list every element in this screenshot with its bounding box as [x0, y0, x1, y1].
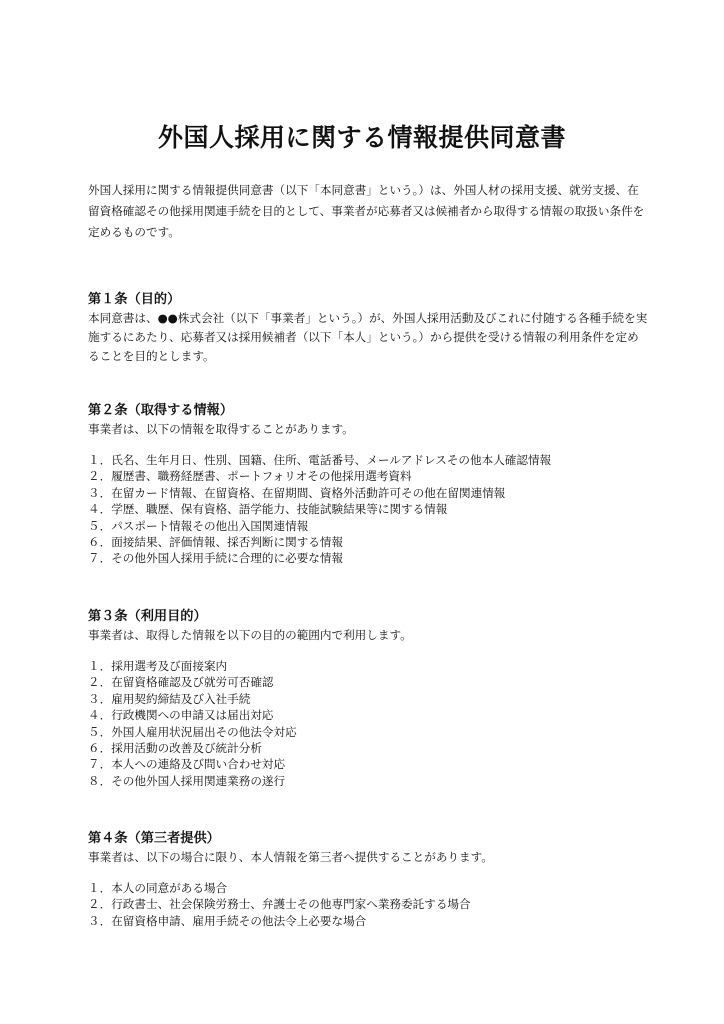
article-list	[88, 658, 648, 789]
intro-paragraph: 外国人採用に関する情報提供同意書（以下「本同意書」という。）は、外国人材の採用支援、就労支援、在留資格確認その他採用関連手続を目的として、事業者が応募者又は候補者から取得する情報の取扱い条件を定めるものです。	[88, 183, 645, 239]
article-heading: 第２条（取得する情報）	[88, 403, 234, 418]
list-item: １．氏名、生年月日、性別、国籍、住所、電話番号、メールアドレスその他本人確認情報	[88, 453, 552, 467]
article-heading: 第１条（目的）	[88, 292, 181, 307]
list-item: １．採用選考及び面接案内	[88, 659, 228, 673]
list-item: ７．本人への連絡及び問い合わせ対応	[88, 757, 286, 772]
article-list	[88, 452, 648, 567]
list-item: ３．雇用契約締結及び入社手続	[88, 691, 251, 706]
list-item: ２．履歴書、職務経歴書、ポートフォリオその他採用選考資料	[88, 469, 412, 484]
article-heading: 第４条（第三者提供）	[88, 831, 220, 846]
list-item: ４．学歴、職歴、保有資格、語学能力、技能試験結果等に関する情報	[88, 502, 448, 517]
list-item: １．本人の同意がある場合	[88, 881, 228, 895]
article-body: 事業者は、以下の情報を取得することがあります。	[88, 422, 354, 436]
list-item: ６．採用活動の改善及び統計分析	[88, 741, 262, 756]
article-body: 事業者は、取得した情報を以下の目的の範囲内で利用します。	[88, 628, 412, 642]
article-4	[88, 829, 648, 929]
list-item: ７．その他外国人採用手続に合理的に必要な情報	[88, 551, 344, 566]
list-item: ５．外国人雇用状況届出その他法令対応	[88, 724, 297, 739]
list-item: ２．行政書士、社会保険労務士、弁護士その他専門家へ業務委託する場合	[88, 897, 471, 912]
list-item: ８．その他外国人採用関連業務の遂行	[88, 773, 286, 788]
list-item: ６．面接結果、評価情報、採否判断に関する情報	[88, 535, 344, 550]
article-3	[88, 607, 648, 789]
article-1	[88, 290, 648, 366]
list-item: ３．在留カード情報、在留資格、在留期間、資格外活動許可その他在留関連情報	[88, 485, 506, 500]
article-body: 事業者は、以下の場合に限り、本人情報を第三者へ提供することがあります。	[88, 850, 493, 864]
list-item: ３．在留資格申請、雇用手続その他法令上必要な場合	[88, 913, 367, 928]
article-heading: 第３条（利用目的）	[88, 609, 207, 624]
article-body: 本同意書は、●●株式会社（以下「事業者」という。）が、外国人採用活動及びこれに付随する各種手続を実施するにあたり、応募者又は採用候補者（以下「本人」という。）から提供を受ける情報の利用条件を定めることを目的とします。	[88, 311, 648, 363]
list-item: ４．行政機関への申請又は届出対応	[88, 708, 274, 723]
article-list	[88, 880, 648, 929]
list-item: ５．パスポート情報その他出入国関連情報	[88, 518, 309, 533]
list-item: ２．在留資格確認及び就労可否確認	[88, 675, 274, 690]
article-2	[88, 401, 648, 567]
page-title: 外国人採用に関する情報提供同意書	[157, 123, 566, 152]
